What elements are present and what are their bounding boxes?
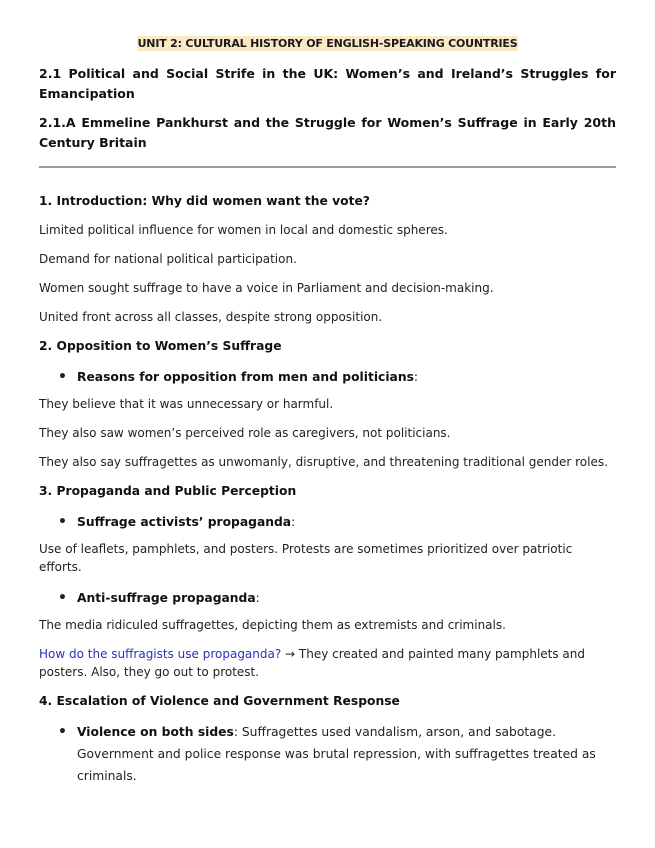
unit-title-text: UNIT 2: CULTURAL HISTORY OF ENGLISH-SPEAKING COUNTRIES [137, 37, 518, 50]
section-1-paragraph: Demand for national political participation. [39, 252, 297, 266]
bullet-label: Anti-suffrage propaganda [77, 591, 256, 605]
bullet-text: : Suffragettes used vandalism, arson, and sabotage. Government and police response was brutal repression, with suffragettes treated as criminals. [77, 725, 596, 783]
bullet-dot-icon: • [58, 724, 67, 740]
bullet-dot-icon: • [58, 590, 67, 606]
section-1-paragraph: Limited political influence for women in local and domestic spheres. [39, 223, 448, 237]
section-4-bullet [39, 721, 616, 787]
unit-title [39, 36, 616, 52]
bullet-label: Reasons for opposition from men and politicians [77, 370, 414, 384]
bullet-dot-icon: • [58, 514, 67, 530]
propaganda-answer: → They created and painted many pamphlets and posters. Also, they go out to protest. [39, 647, 586, 679]
bullet-dot-icon: • [58, 369, 67, 385]
section-3-paragraph-2: The media ridiculed suffragettes, depicting them as extremists and criminals. [39, 618, 506, 632]
section-2-paragraph: They believe that it was unnecessary or harmful. [39, 397, 334, 411]
section-3-bullet-2 [39, 587, 616, 609]
section-3-question-answer [39, 645, 616, 681]
bullet-label: Suffrage activists’ propaganda [77, 515, 292, 529]
bullet-suffix: : [291, 515, 296, 529]
section-divider [39, 166, 616, 168]
bullet-label: Violence on both sides [77, 725, 234, 739]
section-2-paragraph: They also saw women’s perceived role as caregivers, not politicians. [39, 426, 451, 440]
propaganda-question: How do the suffragists use propaganda? [39, 647, 282, 661]
section-2-paragraph: They also say suffragettes as unwomanly, disruptive, and threatening traditional gender roles. [39, 455, 608, 469]
section-3-paragraph-1: Use of leaflets, pamphlets, and posters. Protests are sometimes prioritized over patriotic efforts. [39, 542, 573, 574]
bullet-suffix: : [255, 591, 260, 605]
section-3-bullet-1 [39, 511, 616, 533]
section-4-heading: 4. Escalation of Violence and Government Response [39, 694, 400, 708]
bullet-suffix: : [413, 370, 419, 384]
heading-2-1: 2.1 Political and Social Strife in the UK: Women’s and Ireland’s Struggles for Emancipation [39, 66, 616, 101]
section-1-heading: 1. Introduction: Why did women want the vote? [39, 194, 370, 208]
section-1-paragraph: Women sought suffrage to have a voice in Parliament and decision-making. [39, 281, 494, 295]
section-2-heading: 2. Opposition to Women’s Suffrage [39, 339, 282, 353]
heading-2-1-a: 2.1.A Emmeline Pankhurst and the Struggle for Women’s Suffrage in Early 20th Century Britain [39, 115, 616, 150]
section-1-paragraph: United front across all classes, despite strong opposition. [39, 310, 383, 324]
section-2-bullet [39, 366, 616, 388]
section-3-heading: 3. Propaganda and Public Perception [39, 484, 297, 498]
